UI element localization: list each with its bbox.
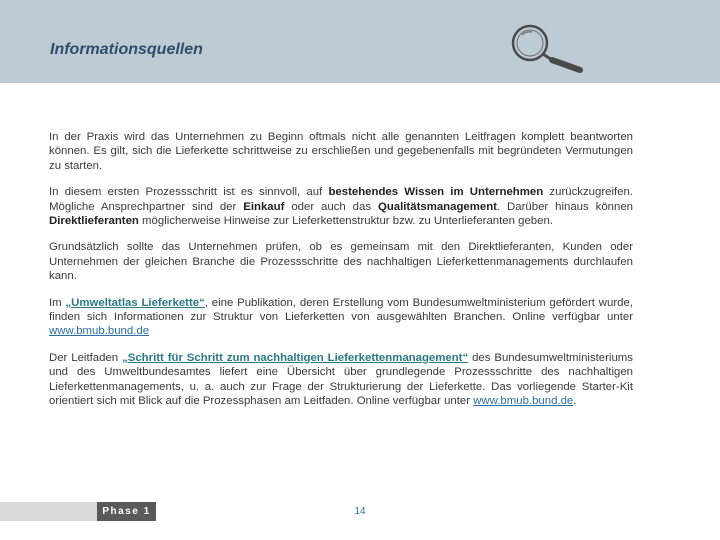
paragraph-1: In der Praxis wird das Unternehmen zu Beginn oftmals nicht alle genannten Leitfragen komplett beantworten können. Es gilt, sich die Lieferkette schrittweise zu erschließen und gegebenenfalls mit begründeten Vermutungen zu starten. (49, 131, 633, 172)
magnifier-icon (500, 18, 595, 78)
bmub-link-1[interactable]: www.bmub.bund.de (49, 325, 150, 338)
phase-label: Phase 1 (97, 502, 156, 521)
p2-text-2: zurückzugreifen. Mögliche Ansprechpartner sind der (49, 186, 633, 213)
page-title: Informationsquellen (50, 41, 203, 58)
paragraph-4 (49, 296, 633, 339)
p2-bold-3: Qualitätsmanagement (377, 200, 497, 213)
p2-bold-2: Einkauf (243, 200, 285, 213)
header-banner (0, 0, 720, 83)
p5-text-3: . (573, 395, 577, 408)
umweltatlas-link[interactable]: „Umweltatlas Lieferkette“ (65, 296, 205, 309)
p4-text-1: Im (49, 296, 66, 309)
p5-text-1: Der Leitfaden (49, 351, 123, 364)
p5-text-2: des Bundesumweltministeriums und des Umweltbundesamtes liefert eine Übersicht über grundlegende Prozessschritte des nachhaltigen Lieferkettenmanagements, u. a. auch zur Frage der Strukturierung der Lieferkette. Das vorliegende Starter-Kit orientiert sich mit Blick auf die Prozessphasen am Leitfaden. Online verfügbar unter (49, 351, 633, 408)
p2-text-5: möglicherweise Hinweise zur Lieferkettenstruktur bzw. zu Unterlieferanten geben. (138, 215, 553, 228)
p2-bold-1: bestehendes Wissen im Unternehmen (328, 186, 544, 199)
p2-text-4: . Darüber hinaus können (496, 200, 633, 213)
leitfaden-link[interactable]: „Schritt für Schritt zum nachhaltigen Lieferkettenmanagement“ (122, 351, 469, 364)
p4-text-2: , eine Publikation, deren Erstellung vom Bundesumweltministerium gefördert wurde, finden sich Informationen zur Struktur von Lieferketten von ausgewählten Branchen. Online verfügbar unter (49, 296, 633, 324)
bmub-link-2[interactable]: www.bmub.bund.de (473, 395, 574, 408)
body-text (49, 130, 633, 421)
p2-text-1: In diesem ersten Prozessschritt ist es sinnvoll, auf (49, 186, 329, 199)
paragraph-2 (49, 185, 633, 228)
footer-phase-stripe (0, 502, 97, 521)
paragraph-5 (49, 351, 633, 409)
p2-bold-4: Direktlieferanten (49, 215, 139, 228)
page-number: 14 (354, 506, 366, 517)
p2-text-3: oder auch das (284, 200, 378, 213)
paragraph-3: Grundsätzlich sollte das Unternehmen prüfen, ob es gemeinsam mit den Direktlieferanten, Kunden oder Unternehmen der gleichen Branche die Prozessschritte des nachhaltigen Lieferkettenmanagements durchlaufen kann. (49, 241, 633, 283)
